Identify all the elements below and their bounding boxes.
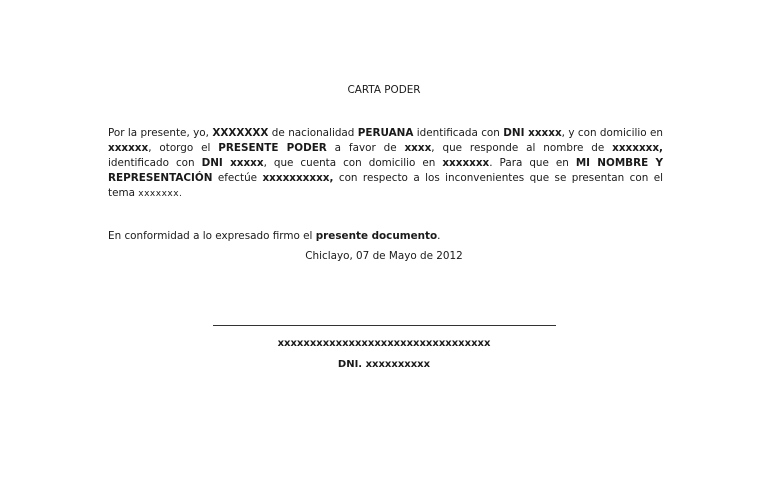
paragraph-segment: xxxx (404, 142, 432, 154)
closing-statement (108, 229, 663, 244)
paragraph-segment: , que cuenta con domicilio en (263, 157, 443, 169)
paragraph-segment: de nacionalidad (268, 127, 358, 139)
paragraph-segment: xxxxxxxxxx, (262, 172, 334, 184)
paragraph-segment: , otorgo el (148, 142, 219, 154)
signature-name: xxxxxxxxxxxxxxxxxxxxxxxxxxxxxxxxx (277, 338, 491, 349)
closing-period: . (437, 230, 441, 242)
paragraph-segment: XXXXXXX (212, 127, 269, 139)
signature-dni: DNI. xxxxxxxxxx (337, 359, 431, 370)
closing-bold-text: presente documento (315, 230, 438, 242)
paragraph-segment: , que responde al nombre de (431, 142, 613, 154)
paragraph-segment: efectúe (212, 172, 263, 184)
body-paragraph (108, 126, 663, 202)
paragraph-segment: xxxxxxx (442, 157, 490, 169)
paragraph-segment: DNI xxxxx (201, 157, 264, 169)
paragraph-segment: Por la presente, yo, (108, 127, 213, 139)
paragraph-segment: identificado con (108, 157, 202, 169)
paragraph-segment: MI NOMBRE Y REPRESENTACIÓN (108, 157, 663, 184)
paragraph-segment: PERUANA (357, 127, 414, 139)
paragraph-segment: . Para que en (489, 157, 576, 169)
paragraph-segment: identificada con (413, 127, 504, 139)
paragraph-segment: DNI xxxxx (503, 127, 562, 139)
document-title: CARTA PODER (347, 84, 421, 96)
paragraph-segment: PRESENTE PODER (218, 142, 327, 154)
paragraph-segment: xxxxxxx, (612, 142, 664, 154)
paragraph-segment: , y con domicilio en (561, 127, 663, 139)
signature-line (213, 325, 556, 326)
paragraph-segment: a favor de (326, 142, 405, 154)
paragraph-segment: xxxxxx (108, 142, 149, 154)
paragraph-segment: xxxxxxx. (138, 189, 183, 199)
date-place: Chiclayo, 07 de Mayo de 2012 (305, 250, 463, 262)
paragraph-segment: con respecto a los inconvenientes que se presentan con el tema (108, 172, 663, 199)
closing-text: En conformidad a lo expresado firmo el (108, 230, 316, 242)
